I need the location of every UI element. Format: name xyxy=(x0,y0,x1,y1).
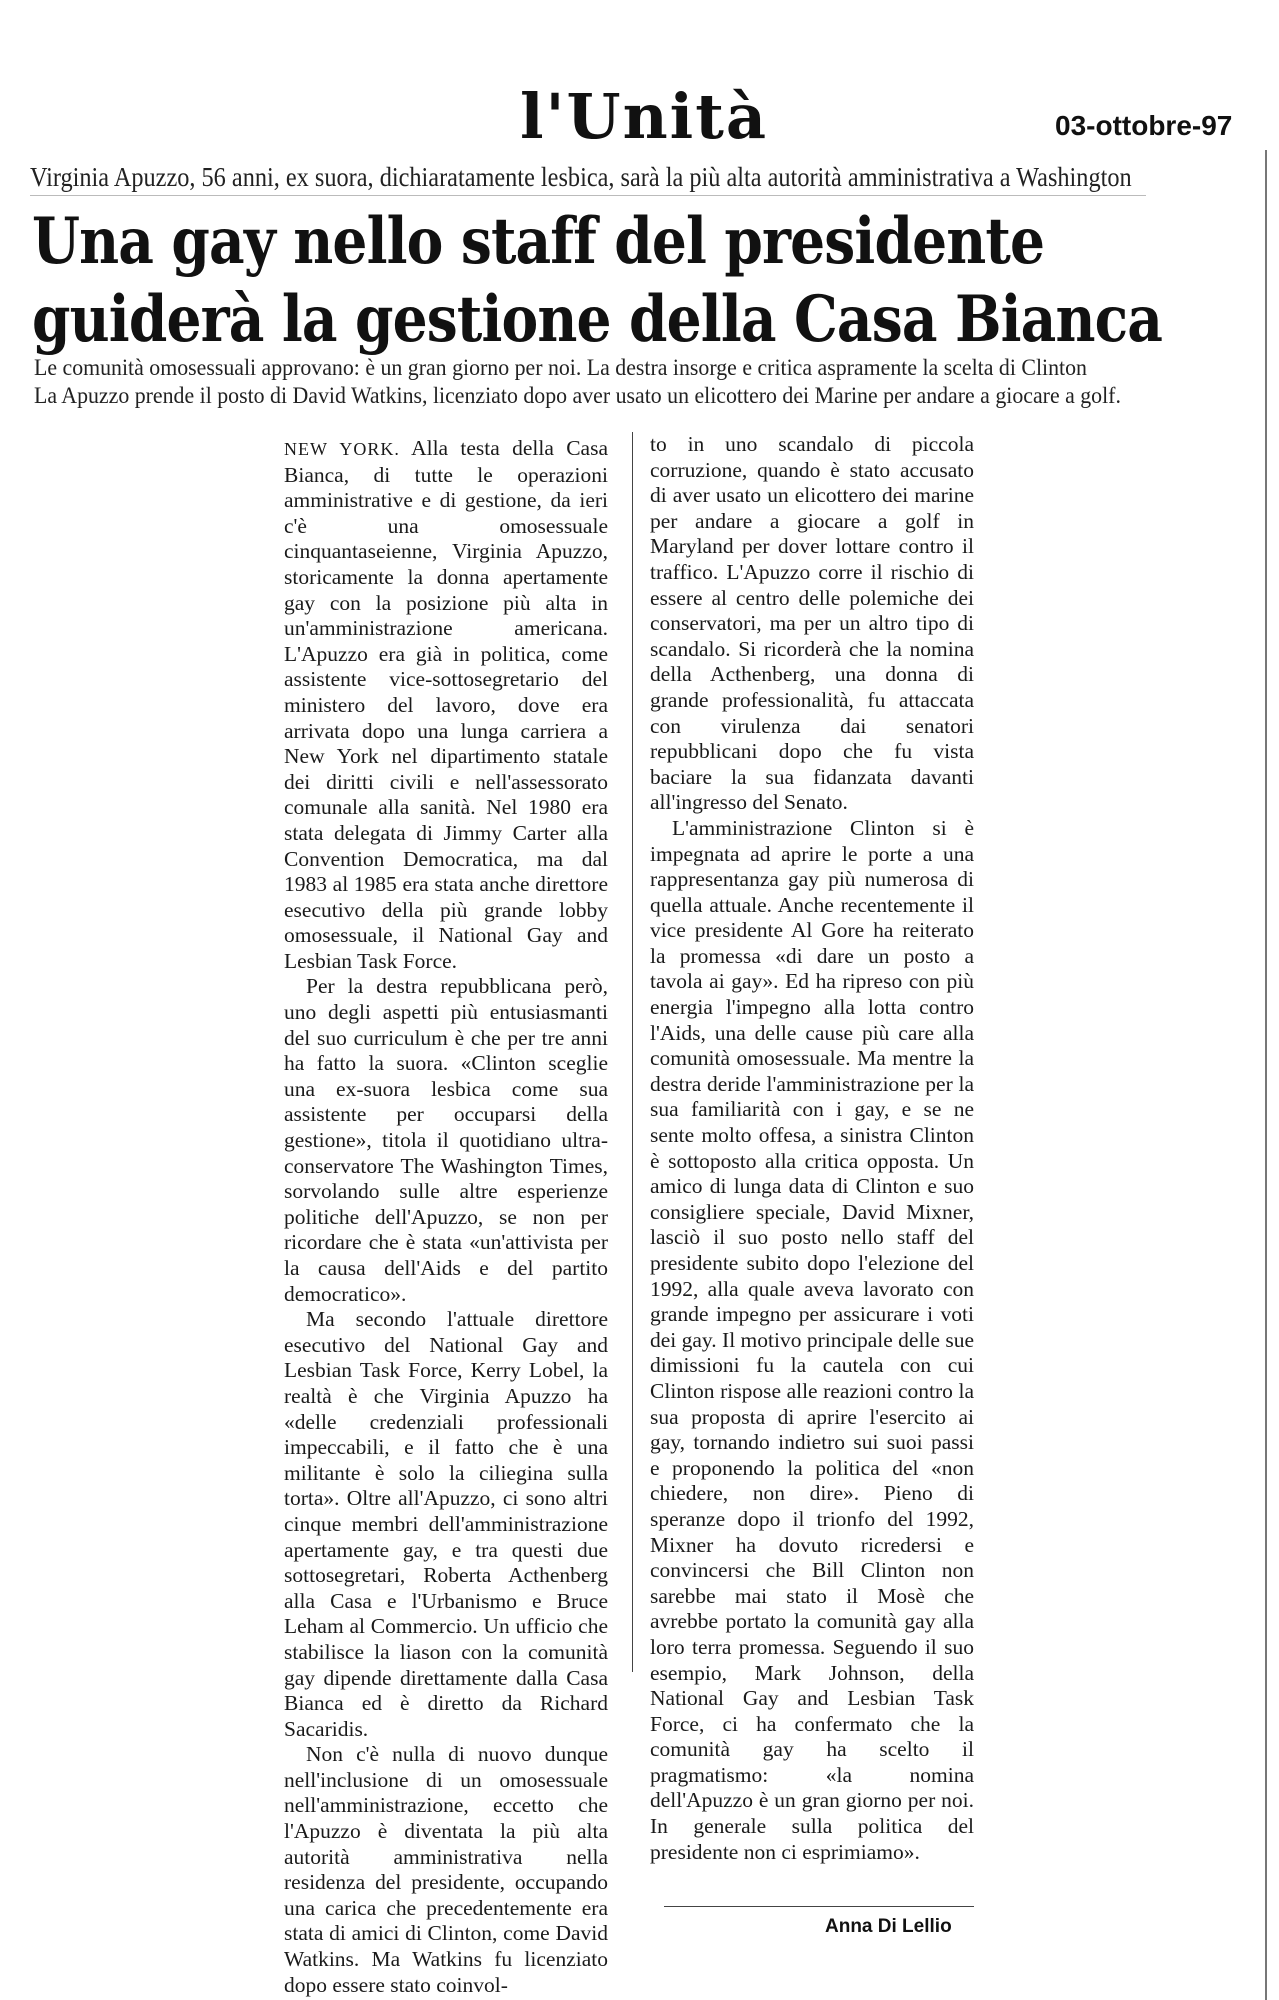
headline-line-1: Una gay nello staff del presidente xyxy=(32,204,1045,279)
subhead-line-1: Le comunità omosessuali approvano: è un gran giorno per noi. La destra insorge e critica aspramente la scelta di Clinton xyxy=(34,355,1087,380)
newspaper-masthead: l'Unità xyxy=(520,80,769,153)
paragraph: Per la destra repubblicana però, uno degli aspetti più entusiasmanti del suo curriculum è che per tre anni ha fatto la suora. «Clinton sceglie una ex-suora lesbica come sua assistente per occuparsi della gestione», titola il quotidiano ultra-conservatore The Washington Times, sorvolando sulle altre esperienze politiche dell'Apuzzo, se non per ricordare che è stata «un'attivista per la causa dell'Aids e del partito democratico». xyxy=(284,974,608,1306)
byline: Anna Di Lellio xyxy=(825,1916,952,1937)
paragraph xyxy=(284,436,608,974)
subhead-line-2: La Apuzzo prende il posto di David Watkins, licenziato dopo aver usato un elicottero dei Marine per andare a giocare a golf. xyxy=(34,383,1121,408)
paragraph: Ma secondo l'attuale direttore esecutivo del National Gay and Lesbian Task Force, Kerry Lobel, la realtà è che Virginia Apuzzo ha «delle credenziali professionali impeccabili, e il fatto che è una militante è solo la ciliegina sulla torta». Oltre all'Apuzzo, ci sono altri cinque membri dell'amministrazione apertamente gay, e tra questi due sottosegretari, Roberta Acthenberg alla Casa e l'Urbanismo e Bruce Leham al Commercio. Un ufficio che stabilisce la liason con la comunità gay dipende direttamente dalla Casa Bianca ed è diretto da Richard Sacaridis. xyxy=(284,1307,608,1741)
page-edge-rule xyxy=(1265,150,1267,2000)
paragraph-text: Alla testa della Casa Bianca, di tutte le operazioni amministrative e di gestione, da ieri c'è una omosessuale cinquantaseienne, Virginia Apuzzo, storicamente la donna apertamente gay con la posizione più alta in un'amministrazione americana. L'Apuzzo era già in politica, come assistente vice-sottosegretario del ministero del lavoro, dove era arrivata dopo una lunga carriera a New York nel dipartimento statale dei diritti civili e nell'assessorato comunale alla sanità. Nel 1980 era stata delegata di Jimmy Carter alla Convention Democratica, ma dal 1983 al 1985 era stata anche direttore esecutivo della più grande lobby omosessuale, il National Gay and Lesbian Task Force. xyxy=(284,436,608,973)
column-divider xyxy=(632,432,633,1672)
byline-rule xyxy=(664,1906,974,1907)
publication-date: 03-ottobre-97 xyxy=(1055,110,1233,141)
paragraph: to in uno scandalo di piccola corruzione, quando è stato accusato di aver usato un elicottero dei marine per andare a giocare a golf in Maryland per dover lottare contro il traffico. L'Apuzzo corre il rischio di essere al centro delle polemiche dei conservatori, ma per un altro tipo di scandalo. Si ricorderà che la nomina della Acthenberg, una donna di grande professionalità, fu attaccata con virulenza dai senatori repubblicani dopo che fu vista baciare la sua fidanzata davanti all'ingresso del Senato. xyxy=(650,432,974,815)
headline-line-2: guiderà la gestione della Casa Bianca xyxy=(32,282,1163,357)
paragraph: Non c'è nulla di nuovo dunque nell'inclusione di un omosessuale nell'amministrazione, eccetto che l'Apuzzo è diventata la più alta autorità amministrativa nella residenza del presidente, occupando una carica che precedentemente era stata di amici di Clinton, come David Watkins. Ma Watkins fu licenziato dopo essere stato coinvol- xyxy=(284,1742,608,1997)
article-column-1 xyxy=(284,436,608,1998)
dateline: NEW YORK. xyxy=(284,439,400,459)
kicker-line: Virginia Apuzzo, 56 anni, ex suora, dichiaratamente lesbica, sarà la più alta autorità amministrativa a Washington xyxy=(30,162,1146,196)
paragraph: L'amministrazione Clinton si è impegnata ad aprire le porte a una rappresentanza gay più numerosa di quella attuale. Anche recentemente il vice presidente Al Gore ha reiterato la promessa «di dare un posto a tavola ai gay». Ed ha ripreso con più energia l'impegno alla lotta contro l'Aids, una delle cause più care alla comunità omosessuale. Ma mentre la destra deride l'amministrazione per la sua familiarità con i gay, e se ne sente molto offesa, a sinistra Clinton è sottoposto alla critica opposta. Un amico di lunga data di Clinton e suo consigliere speciale, David Mixner, lasciò il suo posto nello staff del presidente subito dopo l'elezione del 1992, alla quale aveva lavorato con grande impegno per assicurare i voti dei gay. Il motivo principale delle sue dimissioni fu la cautela con cui Clinton rispose alle reazioni contro la sua proposta di aprire l'esercito ai gay, tornando indietro sui suoi passi e proponendo la politica del «non chiedere, non dire». Pieno di speranze dopo il trionfo del 1992, Mixner ha dovuto ricredersi e convincersi che Bill Clinton non sarebbe mai stato il Mosè che avrebbe portato la comunità gay alla loro terra promessa. Seguendo il suo esempio, Mark Johnson, della National Gay and Lesbian Task Force, ci ha confermato che la comunità gay ha scelto il pragmatismo: «la nomina dell'Apuzzo è un gran giorno per noi. In generale sulla politica del presidente non ci esprimiamo». xyxy=(650,815,974,1864)
article-column-2 xyxy=(650,432,974,1865)
